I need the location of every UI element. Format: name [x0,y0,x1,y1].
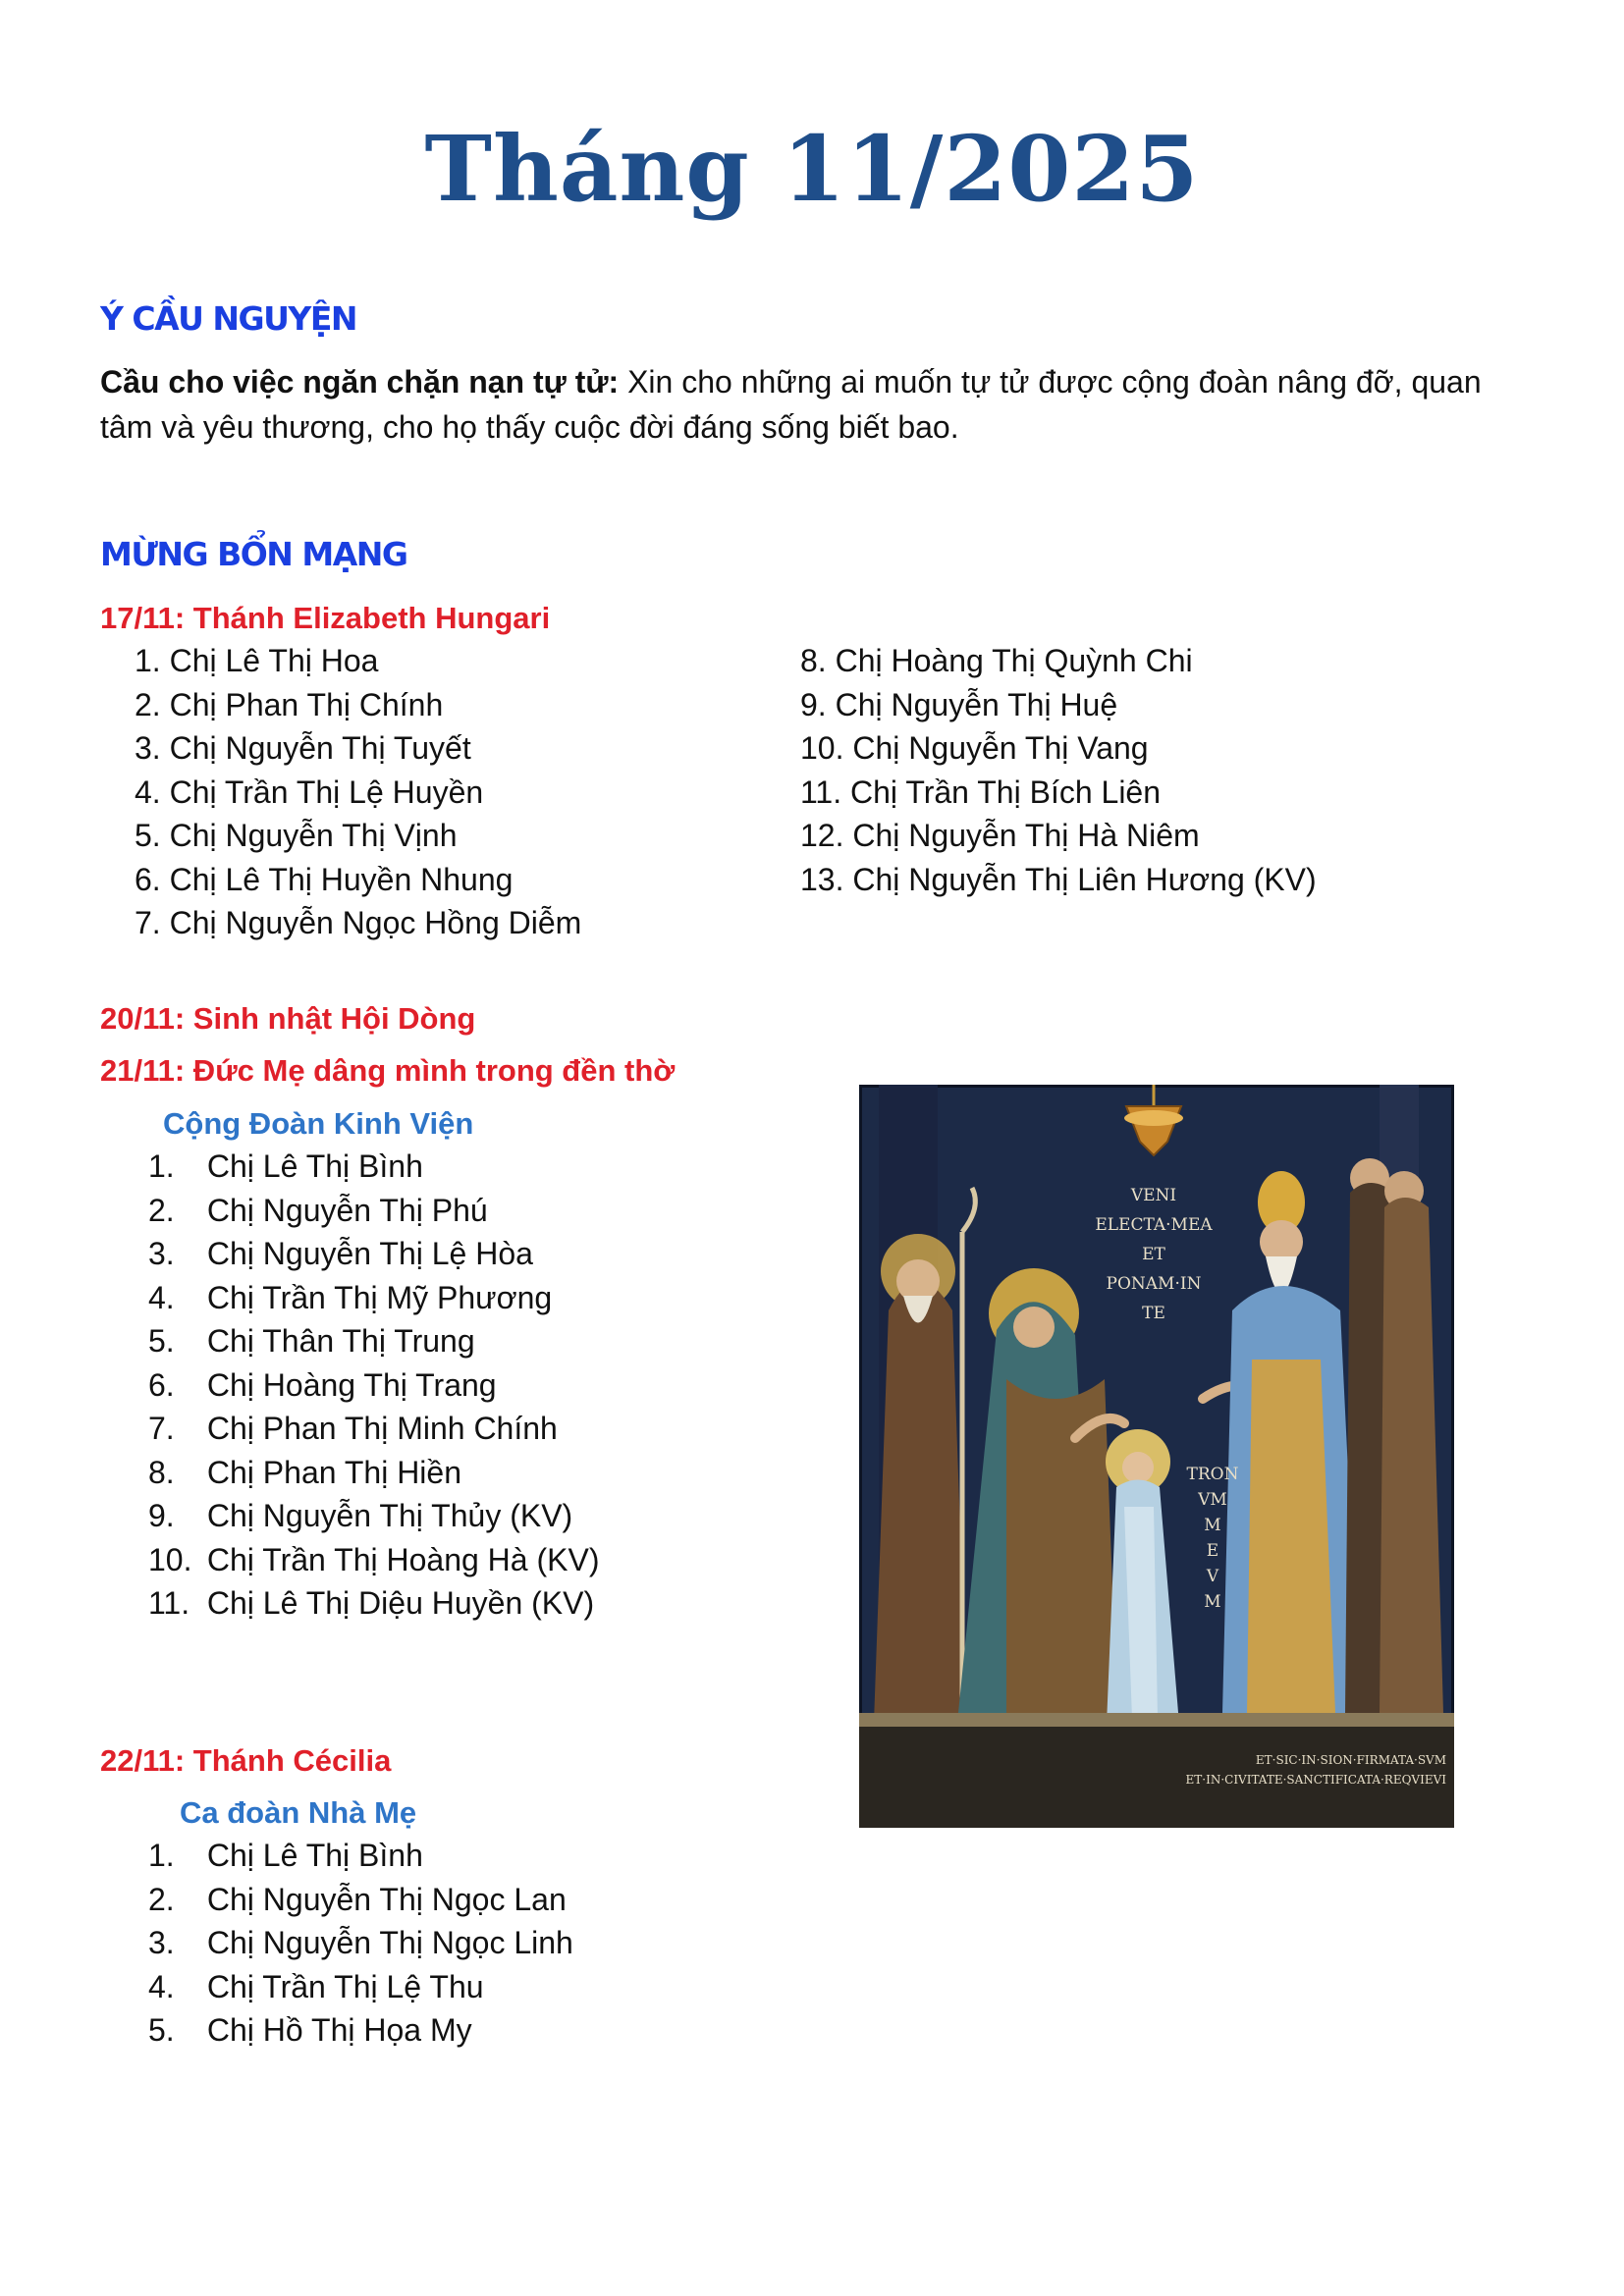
member-number: 12. [800,818,844,853]
inscription-line: M [1204,1516,1221,1535]
inscription-line: TE [1142,1304,1165,1323]
inscription-line: V [1206,1567,1219,1586]
member-list-item [148,1581,599,1626]
member-name: Chị Nguyễn Thị Liên Hương (KV) [852,861,1317,897]
member-name: Chị Trần Thị Mỹ Phương [206,1279,553,1315]
member-name: Chị Phan Thị Minh Chính [206,1411,558,1446]
member-list-item [135,683,581,727]
member-name: Chị Phan Thị Chính [169,686,444,722]
member-number: 10. [800,730,844,766]
member-list-item [148,1494,599,1538]
member-name: Chị Hoàng Thị Quỳnh Chi [835,643,1193,678]
member-name: Chị Lê Thị Diệu Huyền (KV) [206,1585,595,1621]
member-name: Chị Phan Thị Hiền [206,1454,461,1490]
member-list-item [148,1965,573,2009]
member-name: Chị Lê Thị Bình [206,1148,423,1184]
presentation-member-list [148,1145,599,1626]
painting-illustration [859,1085,1454,1828]
prayer-intention-lead: Cầu cho việc ngăn chặn nạn tự tử: [100,364,620,400]
member-number: 8. [148,1454,175,1490]
elizabeth-list-right [800,639,1317,901]
member-list-item [135,814,581,858]
member-list-item [148,1276,599,1320]
member-list-item [800,858,1317,902]
feast-days-heading: MỪNG BỔN MẠNG [100,535,407,573]
member-list-item [148,1921,573,1965]
member-list-item [800,771,1317,815]
member-number: 2. [135,686,161,722]
member-list-item [148,1363,599,1408]
member-number: 3. [135,730,161,766]
member-name: Chị Trần Thị Lệ Huyền [169,774,484,810]
member-name: Chị Nguyễn Thị Tuyết [169,730,471,766]
member-number: 1. [148,1148,175,1184]
member-number: 3. [148,1925,175,1960]
feast-founding-title: 20/11: Sinh nhật Hội Dòng [100,1001,476,1036]
member-list-item [148,1834,573,1878]
prayer-intention-body: Xin cho những ai muốn tự tử được cộng đoàn nâng đỡ, quan tâm và yêu thương, cho họ thấy cuộc đời đáng sống biết bao. [100,364,1482,445]
feast-presentation-title: 21/11: Đức Mẹ dâng mình trong đền thờ [100,1053,676,1088]
inscription-line: TRON [1186,1465,1239,1484]
member-list-item [148,1878,573,1922]
member-list-item [135,901,581,945]
member-number: 5. [135,818,161,853]
member-number: 5. [148,2012,175,2048]
member-number: 11. [148,1585,190,1621]
member-number: 10. [148,1541,192,1577]
page-title: Tháng 11/2025 [424,116,1200,222]
member-number: 2. [148,1192,175,1228]
member-list-item [800,639,1317,683]
member-number: 9. [148,1498,175,1533]
member-name: Chị Nguyễn Thị Vang [852,730,1149,766]
member-number: 1. [148,1838,175,1873]
member-list-item [148,1145,599,1189]
member-list-item [148,1407,599,1451]
inscription-bottom-line: ET·IN·CIVITATE·SANCTIFICATA·REQVIEVI [1185,1773,1446,1787]
member-list-item [148,1538,599,1582]
member-list-item [135,771,581,815]
member-name: Chị Trần Thị Lệ Thu [206,1968,484,2004]
inscription-line: ELECTA·MEA [1095,1215,1213,1235]
member-number: 3. [148,1236,175,1271]
member-list-item [800,726,1317,771]
member-name: Chị Nguyễn Thị Ngọc Linh [206,1925,573,1960]
member-number: 1. [135,643,161,678]
prayer-intention-heading: Ý CẦU NGUYỆN [100,299,356,338]
member-name: Chị Trần Thị Bích Liên [850,774,1162,810]
inscription-bottom-line: ET·SIC·IN·SION·FIRMATA·SVM [1255,1753,1446,1767]
prayer-intention-text [100,359,1524,450]
member-number: 5. [148,1323,175,1359]
member-name: Chị Lê Thị Huyền Nhung [169,861,514,897]
cecilia-member-list [148,1834,573,2053]
member-name: Chị Nguyễn Thị Vịnh [169,818,458,853]
member-name: Chị Nguyễn Thị Hà Niêm [852,818,1200,853]
member-name: Chị Nguyễn Ngọc Hồng Diễm [169,905,582,940]
inscription-line: VENI [1130,1186,1177,1205]
member-list-item [135,726,581,771]
member-name: Chị Hồ Thị Họa My [206,2012,472,2048]
member-list-item [800,683,1317,727]
member-list-item [148,1451,599,1495]
member-name: Chị Thân Thị Trung [206,1323,475,1359]
member-list-item [148,1189,599,1233]
member-name: Chị Nguyễn Thị Thủy (KV) [206,1498,573,1533]
member-number: 8. [800,643,827,678]
member-number: 4. [135,774,161,810]
member-number: 13. [800,861,844,897]
feast-cecilia-title: 22/11: Thánh Cécilia [100,1743,392,1778]
member-name: Chị Nguyễn Thị Phú [206,1192,488,1228]
inscription-line: E [1206,1541,1219,1561]
member-name: Chị Lê Thị Bình [206,1838,423,1873]
member-number: 7. [135,905,161,940]
member-number: 2. [148,1881,175,1917]
member-number: 11. [800,774,842,810]
member-number: 4. [148,1279,175,1315]
member-name: Chị Trần Thị Hoàng Hà (KV) [206,1541,600,1577]
member-name: Chị Hoàng Thị Trang [206,1366,497,1403]
member-number: 7. [148,1411,175,1446]
member-number: 9. [800,686,827,722]
member-number: 6. [148,1366,175,1403]
member-number: 4. [148,1968,175,2004]
presentation-of-mary-painting [859,1085,1454,1828]
cecilia-group-name: Ca đoàn Nhà Mẹ [180,1795,417,1830]
member-list-item [800,814,1317,858]
inscription-line: ET [1142,1245,1165,1264]
member-name: Chị Lê Thị Hoa [169,643,379,678]
member-list-item [148,1319,599,1363]
member-name: Chị Nguyễn Thị Ngọc Lan [206,1881,567,1917]
inscription-line: PONAM·IN [1106,1274,1202,1294]
member-list-item [135,639,581,683]
inscription-line: M [1204,1592,1221,1612]
member-list-item [135,858,581,902]
presentation-group-name: Cộng Đoàn Kinh Viện [163,1106,474,1141]
member-name: Chị Nguyễn Thị Lệ Hòa [206,1236,533,1271]
feast-elizabeth-title: 17/11: Thánh Elizabeth Hungari [100,601,551,635]
member-number: 6. [135,861,161,897]
member-list-item [148,1232,599,1276]
member-name: Chị Nguyễn Thị Huệ [835,686,1118,722]
inscription-line: VM [1198,1490,1227,1510]
member-list-item [148,2008,573,2053]
elizabeth-list-left [135,639,581,945]
